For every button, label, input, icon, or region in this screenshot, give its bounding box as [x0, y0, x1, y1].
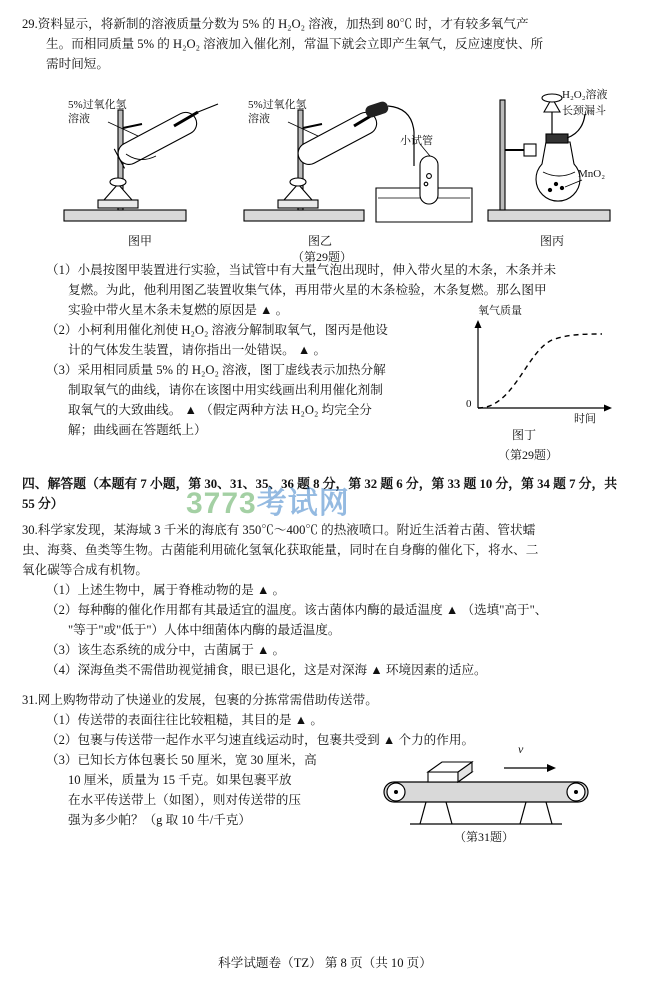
q29-graph-xlabel: 时间 — [574, 413, 596, 425]
q29-graph-svg — [456, 312, 626, 432]
q29-fig-c-solution-label: H₂O₂溶液 — [562, 89, 608, 101]
q29-stem-line2: 生。而相同质量 5% 的 H₂O₂ 溶液加入催化剂，常温下就会立即产生氧气，反应速度快、所 — [46, 37, 544, 51]
q31-sub1: （1）传送带的表面往往比较粗糙，其目的是 ▲ 。 — [46, 713, 323, 727]
q31-stem — [22, 690, 630, 710]
q29-stem-line3: 需时间短。 — [46, 57, 109, 71]
q30-sub2-l1: （2）每种酶的催化作用都有其最适宜的温度。该古菌体内酶的最适温度 ▲ （选填"高于"、 — [46, 603, 548, 617]
q29-graph-caption: （第29题） — [498, 448, 559, 462]
q29-sub3-l4: 解；曲线画在答题纸上） — [68, 423, 207, 437]
q29-number: 29. — [22, 17, 38, 31]
q29-fig-c-mno2-label: MnO₂ — [578, 168, 606, 180]
q29-figures-caption: （第29题） — [291, 250, 352, 264]
q29-sub3-l1: （3）采用相同质量 5% 的 H₂O₂ 溶液，图丁虚线表示加热分解 — [46, 363, 386, 377]
page-footer: 科学试题卷（TZ） 第 8 页（共 10 页） — [218, 956, 432, 970]
q31-text: 网上购物带动了快递业的发展，包裹的分拣常需借助传送带。 — [37, 693, 378, 707]
q31-sub3-l2: 10 厘米，质量为 15 千克。如果包裹平放 — [68, 773, 292, 787]
watermark-label: 考试网 — [256, 487, 350, 520]
q30-number: 30. — [22, 523, 38, 537]
q29-fig-c-caption: 图丙 — [539, 234, 564, 248]
q29-stem-line1 — [22, 14, 630, 34]
question-31 — [22, 690, 630, 844]
q29-sub1-l2: 复燃。为此，他利用图乙装置收集气体，再用带火星的木条检验，木条复燃。那么图甲 — [68, 283, 547, 297]
q29-sub1-l1: （1）小晨按图甲装置进行实验，当试管中有大量气泡出现时，伸入带火星的木条，木条并未 — [46, 263, 557, 277]
q31-conveyor-figure — [366, 742, 616, 844]
q29-fig-b-note-l1: 5%过氧化氢 — [248, 99, 307, 111]
q29-sub2-l1: （2）小柯利用催化剂使 H₂O₂ 溶液分解制取氧气，图丙是他设 — [46, 323, 388, 337]
q30-text1: 科学家发现，某海域 3 千米的海底有 350℃～400℃ 的热液喷口。附近生活着古菌、管状蠕 — [37, 523, 536, 537]
q29-graph-caption-d: 图丁 — [512, 428, 537, 442]
q31-sub3-l3: 在水平传送带上（如图），则对传送带的压 — [68, 793, 301, 807]
q31-sub3-l1: （3）已知长方体包裹长 50 厘米，宽 30 厘米，高 — [46, 753, 317, 767]
q29-text1: 资料显示，将新制的溶液质量分数为 5% 的 H₂O₂ 溶液，加热到 80℃ 时，才有较多氧气产 — [37, 17, 529, 31]
q30-stem-l3: 氧化碳等合成有机物。 — [22, 563, 148, 577]
q30-sub1: （1）上述生物中，属于脊椎动物的是 ▲ 。 — [46, 583, 286, 597]
q29-fig-c-funnel-label: 长颈漏斗 — [562, 105, 606, 117]
q31-fig-caption: （第31题） — [454, 830, 515, 844]
q29-figures — [22, 80, 630, 264]
q29-fig-b-note-l2: 溶液 — [248, 113, 270, 125]
q29-graph-ylabel: 氧气质量 — [478, 305, 522, 317]
q29-fig-a-caption: 图甲 — [127, 234, 152, 248]
q30-sub3: （3）该生态系统的成分中，古菌属于 ▲ 。 — [46, 643, 286, 657]
q30-sub2-l2: "等于"或"低于"）人体中细菌体内酶的最适温度。 — [68, 623, 341, 637]
q31-sub2: （2）包裹与传送带一起作水平匀速直线运动时，包裹共受到 ▲ 个力的作用。 — [46, 733, 475, 747]
q29-fig-b-note — [248, 98, 307, 126]
q29-graph-d — [456, 305, 626, 462]
q29-fig-a-note-l1: 5%过氧化氢 — [68, 99, 127, 111]
q31-number: 31. — [22, 693, 38, 707]
question-29 — [22, 14, 630, 462]
q30-sub4: （4）深海鱼类不需借助视觉捕食，眼已退化，这是对深海 ▲ 环境因素的适应。 — [46, 663, 487, 677]
q29-sub3-l3: 取氧气的大致曲线。 ▲ （假定两种方法 H₂O₂ 均完全分 — [68, 403, 372, 417]
q31-conveyor-svg — [366, 744, 616, 836]
q30-stem-l1 — [22, 520, 630, 540]
q29-fig-a-note — [68, 98, 127, 126]
watermark-number: 3773 — [186, 487, 257, 520]
q29-fig-b-tube-label: 小试管 — [400, 135, 433, 147]
section-4-heading: 四、解答题（本题有 7 小题，第 30、31、35、36 题 8 分，第 32 题 6 分，第 33 题 10 分，第 34 题 7 分，共 55 分） — [22, 477, 618, 511]
q29-sub2-l2: 计的气体发生装置，请你指出一处错误。 ▲ 。 — [68, 343, 327, 357]
q29-sub1-l3: 实验中带火星木条未复燃的原因是 ▲ 。 — [68, 303, 289, 317]
q29-fig-b-caption: 图乙 — [307, 234, 332, 248]
q30-stem-l2: 虫、海葵、鱼类等生物。古菌能利用硫化氢氧化获取能量，同时在自身酶的催化下，将水、二 — [22, 543, 539, 557]
q31-velocity-label: v — [518, 742, 524, 756]
q29-graph-origin: 0 — [466, 398, 472, 410]
q31-sub3-l4: 强为多少帕？（g 取 10 牛/千克） — [68, 813, 251, 827]
q29-fig-a-note-l2: 溶液 — [68, 113, 90, 125]
question-30 — [22, 520, 630, 680]
q29-sub3-l2: 制取氧气的曲线，请你在该图中用实线画出利用催化剂制 — [68, 383, 383, 397]
